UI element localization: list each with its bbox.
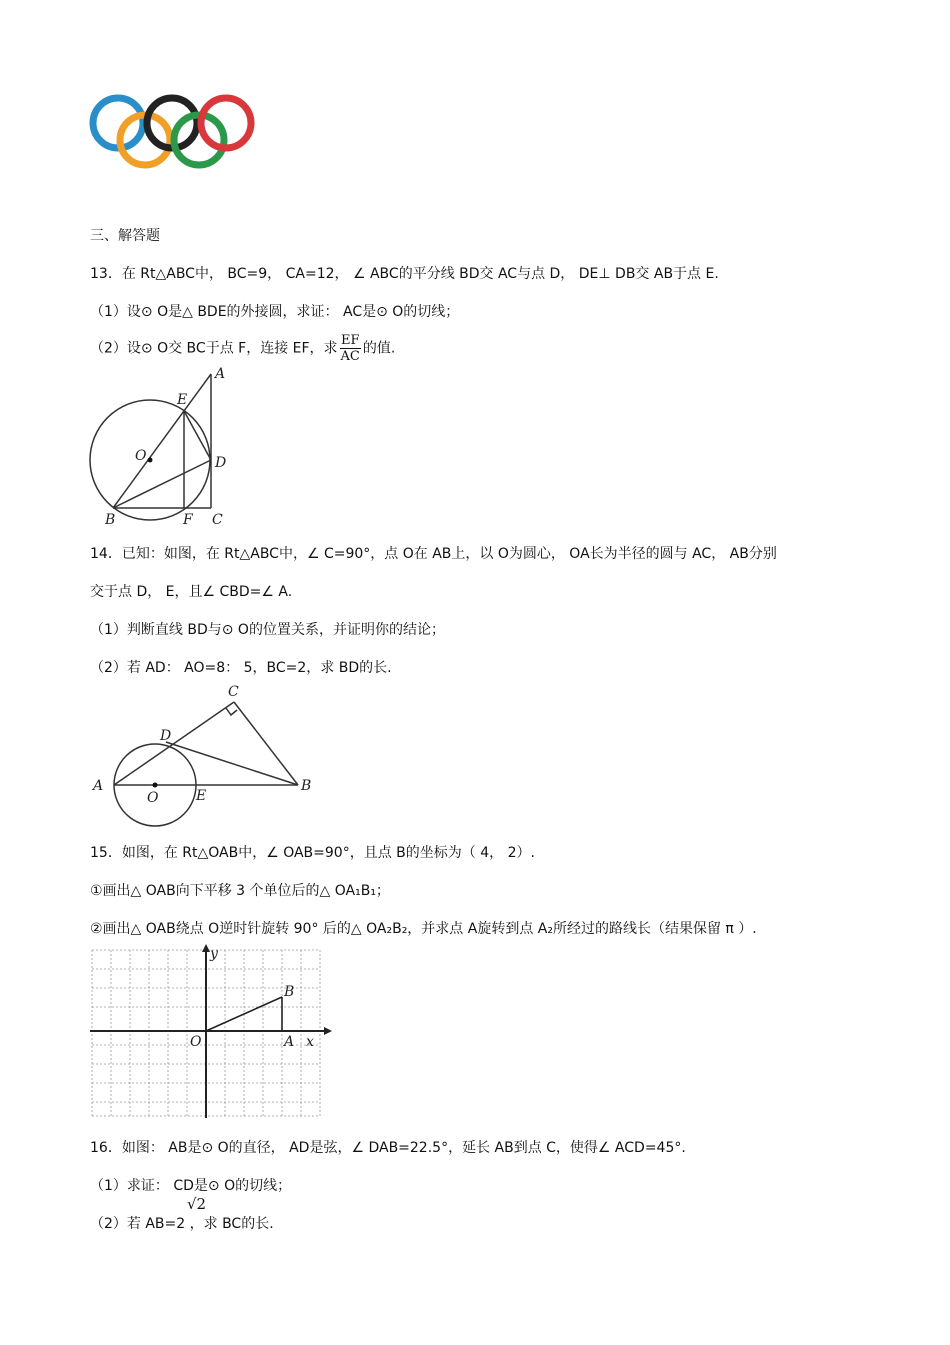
y-axis-arrow: [202, 944, 210, 952]
q14-stem-line2: 交于点 D， E，且∠ CBD=∠ A.: [90, 584, 293, 600]
q14-label-o: O: [147, 790, 159, 806]
q15-stem: 15．如图，在 Rt△OAB中，∠ OAB=90°，且点 B的坐标为（ 4， 2）.: [90, 845, 535, 861]
q13-label-e: E: [177, 392, 188, 408]
q15-part2: ②画出△ OAB绕点 O逆时针旋转 90° 后的△ OA₂B₂，并求点 A旋转到点 A₂所经过的路线长（结果保留 π ）.: [90, 921, 757, 937]
q16-part1: （1）求证： CD是⊙ O的切线；: [90, 1178, 292, 1194]
fraction-ef-over-ac: [340, 333, 361, 364]
q13-part2-prefix: （2）设⊙ O交 BC于点 F，连接 EF，求: [90, 340, 338, 357]
q15-label-y: y: [210, 946, 218, 962]
q16-part2: （2）若 AB=2 ，求 BC的长.: [90, 1216, 274, 1232]
q14-part1: （1）判断直线 BD与⊙ O的位置关系，并证明你的结论；: [90, 622, 445, 638]
x-axis-arrow: [324, 1027, 332, 1035]
q13-label-b: B: [105, 512, 116, 528]
q13-figure: [85, 362, 245, 532]
q13-part1: （1）设⊙ O是△ BDE的外接圆，求证： AC是⊙ O的切线；: [90, 304, 460, 320]
section-title: 三、解答题: [90, 228, 160, 244]
q13-label-o: O: [135, 448, 147, 464]
q15-label-x: x: [306, 1034, 314, 1050]
olympic-rings-image: [88, 90, 258, 172]
sqrt-two: √2: [187, 1195, 207, 1213]
q14-stem-line1: 14．已知：如图，在 Rt△ABC中，∠ C=90°，点 O在 AB上，以 O为圆心， OA长为半径的圆与 AC， AB分别: [90, 546, 777, 562]
q13-label-d: D: [215, 455, 227, 471]
q14-figure: [88, 682, 328, 830]
fraction-numerator: EF: [340, 333, 360, 348]
q15-label-a: A: [284, 1034, 295, 1050]
q13-label-f: F: [183, 512, 193, 528]
q13-label-c: C: [212, 512, 223, 528]
q15-label-o: O: [190, 1034, 202, 1050]
q15-part1: ①画出△ OAB向下平移 3 个单位后的△ OA₁B₁；: [90, 883, 390, 899]
q14-label-b: B: [301, 778, 312, 794]
q14-label-d: D: [160, 728, 172, 744]
q13-part2-suffix: 的值.: [362, 340, 396, 357]
q15-coordinate-grid: [88, 944, 338, 1120]
q15-label-b: B: [284, 984, 295, 1000]
q14-label-e: E: [196, 788, 207, 804]
fraction-denominator: AC: [340, 349, 360, 364]
q13-label-a: A: [215, 366, 226, 382]
q16-stem: 16．如图： AB是⊙ O的直径， AD是弦，∠ DAB=22.5°，延长 AB到点 C，使得∠ ACD=45°.: [90, 1140, 686, 1156]
q13-part2: [90, 333, 395, 364]
q13-stem: 13．在 Rt△ABC中， BC=9， CA=12， ∠ ABC的平分线 BD交 AC与点 D， DE⊥ DB交 AB于点 E.: [90, 266, 719, 282]
q14-label-c: C: [228, 684, 239, 700]
q14-label-a: A: [93, 778, 104, 794]
q14-part2: （2）若 AD： AO=8： 5，BC=2，求 BD的长.: [90, 660, 392, 676]
